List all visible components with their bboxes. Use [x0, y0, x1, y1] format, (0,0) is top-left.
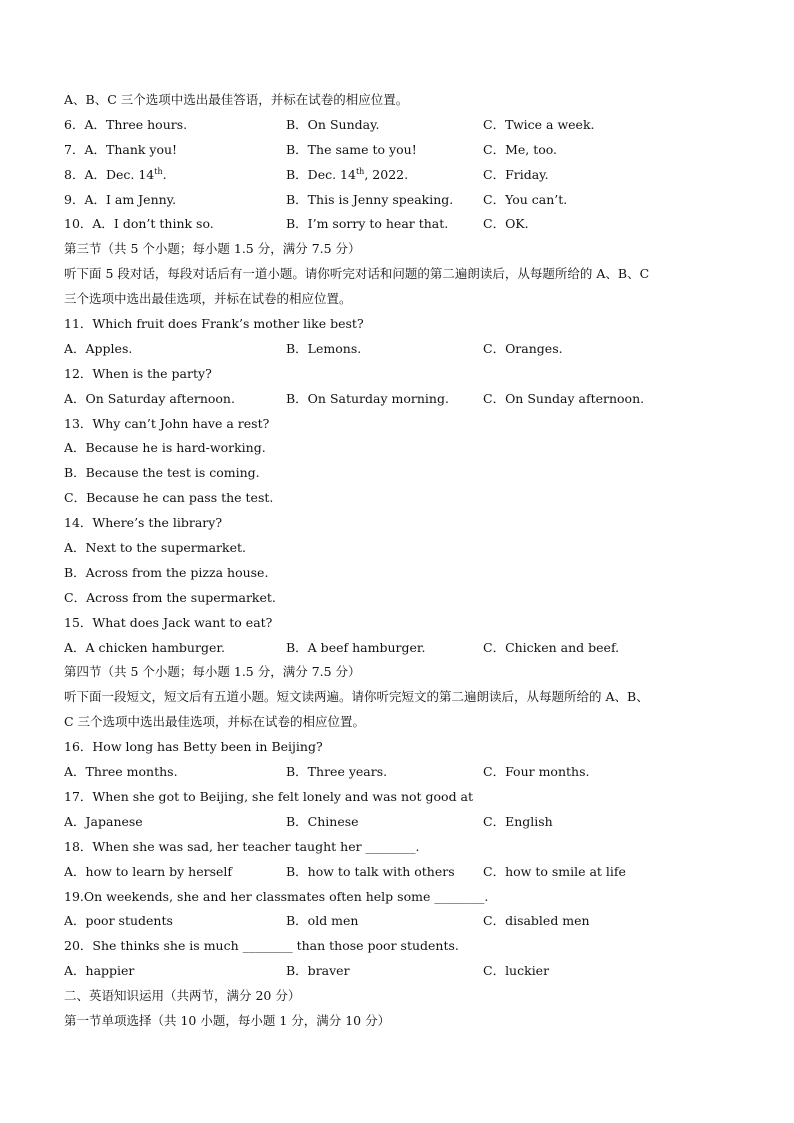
question-16-stem: 16．How long has Betty been in Beijing? [64, 739, 323, 755]
section-4-heading: 第四节（共 5 个小题；每小题 1.5 分，满分 7.5 分） [64, 664, 361, 680]
question-9-options [64, 188, 734, 213]
option-b: B．braver [286, 963, 350, 979]
option-b-tail: , 2022. [364, 166, 409, 182]
part-2-heading: 二、英语知识运用（共两节，满分 20 分） [64, 988, 301, 1004]
option-a-sup: th [154, 166, 163, 176]
option-c: C．You can’t. [483, 191, 568, 207]
question-10-options [64, 212, 734, 237]
option-c: C．Oranges. [483, 340, 563, 356]
question-11-options [64, 337, 734, 362]
question-12-options [64, 387, 734, 412]
question-14-option-b: B．Across from the pizza house. [64, 564, 269, 580]
question-8-options [64, 163, 734, 188]
option-b: B．Three years. [286, 764, 388, 780]
question-19-stem: 19.On weekends, she and her classmates often help some ________. [64, 888, 489, 904]
question-18-stem: 18．When she was sad, her teacher taught her ________. [64, 838, 420, 854]
question-19-options [64, 909, 734, 934]
question-11-stem: 11．Which fruit does Frank’s mother like best? [64, 316, 364, 332]
option-a [64, 163, 167, 188]
option-c: C．luckier [483, 963, 550, 979]
section-4-instruction-cont: C 三个选项中选出最佳选项，并标在试卷的相应位置。 [64, 714, 366, 730]
option-a: A．happier [64, 963, 135, 979]
question-14-option-c: C．Across from the supermarket. [64, 589, 276, 605]
option-b: B．I’m sorry to hear that. [286, 216, 449, 232]
option-b: B．how to talk with others [286, 863, 455, 879]
option-a: 9．A．I am Jenny. [64, 191, 177, 207]
option-a: A．Japanese [64, 813, 143, 829]
question-7-options [64, 138, 734, 163]
question-15-stem: 15．What does Jack want to eat? [64, 614, 273, 630]
question-14-stem: 14．Where’s the library? [64, 515, 223, 531]
option-a: 6．A．Three hours. [64, 116, 188, 132]
question-13-option-b: B．Because the test is coming. [64, 465, 260, 481]
option-b: B．A beef hamburger. [286, 639, 426, 655]
option-c: C．Twice a week. [483, 116, 595, 132]
question-20-options [64, 959, 734, 984]
option-b: B．Chinese [286, 813, 359, 829]
question-17-stem: 17．When she got to Beijing, she felt lonely and was not good at [64, 788, 474, 804]
question-13-stem: 13．Why can’t John have a rest? [64, 415, 270, 431]
option-b: B．Lemons. [286, 340, 362, 356]
part-2-section-1-heading: 第一节单项选择（共 10 小题，每小题 1 分，满分 10 分） [64, 1012, 391, 1028]
question-15-options [64, 636, 734, 661]
option-b-sup: th [355, 166, 365, 176]
option-b: B．On Sunday. [286, 116, 380, 132]
option-c: C．disabled men [483, 913, 590, 929]
option-c: C．Friday. [483, 166, 549, 182]
question-20-stem: 20．She thinks she is much ________ than those poor students. [64, 938, 459, 954]
option-c: C．English [483, 813, 553, 829]
section-3-instruction-cont: 三个选项中选出最佳选项，并标在试卷的相应位置。 [64, 291, 352, 307]
option-a: A．Three months. [64, 764, 178, 780]
option-c: C．On Sunday afternoon. [483, 390, 645, 406]
question-12-stem: 12．When is the party? [64, 365, 212, 381]
instruction-line: A、B、C 三个选项中选出最佳答语，并标在试卷的相应位置。 [64, 92, 409, 107]
exam-page [64, 88, 734, 1034]
option-a: 7．A．Thank you! [64, 141, 178, 157]
section-3-heading: 第三节（共 5 个小题；每小题 1.5 分，满分 7.5 分） [64, 241, 361, 257]
option-b: B．This is Jenny speaking. [286, 191, 454, 207]
option-a: A．poor students [64, 913, 173, 929]
option-b: B．On Saturday morning. [286, 390, 449, 406]
option-a: 10．A．I don’t think so. [64, 216, 214, 232]
section-3-instruction: 听下面 5 段对话，每段对话后有一道小题。请你听完对话和问题的第二遍朗读后，从每题所给的 A、B、C [64, 266, 650, 282]
question-17-options [64, 810, 734, 835]
option-b: B．old men [286, 913, 359, 929]
question-13-option-a: A．Because he is hard-working. [64, 440, 266, 456]
section-4-instruction: 听下面一段短文，短文后有五道小题。短文读两遍。请你听完短文的第二遍朗读后，从每题所给的 A、B、 [64, 689, 649, 705]
question-16-options [64, 760, 734, 785]
option-c: C．how to smile at life [483, 863, 626, 879]
option-c: C．Chicken and beef. [483, 639, 620, 655]
option-a: A．Apples. [64, 340, 133, 356]
option-a-text: 8．A．Dec. 14 [64, 166, 155, 182]
question-6-options [64, 113, 734, 138]
option-c: C．Me, too. [483, 141, 558, 157]
option-b-text: B．Dec. 14 [286, 166, 356, 182]
option-a: A．A chicken hamburger. [64, 639, 225, 655]
question-13-option-c: C．Because he can pass the test. [64, 490, 274, 506]
option-a: A．On Saturday afternoon. [64, 390, 235, 406]
option-b: B．The same to you! [286, 141, 417, 157]
option-b [286, 163, 408, 188]
option-c: C．OK. [483, 216, 529, 232]
option-a-tail: . [162, 166, 167, 182]
question-14-option-a: A．Next to the supermarket. [64, 540, 246, 556]
option-a: A．how to learn by herself [64, 863, 233, 879]
question-18-options [64, 860, 734, 885]
option-c: C．Four months. [483, 764, 590, 780]
